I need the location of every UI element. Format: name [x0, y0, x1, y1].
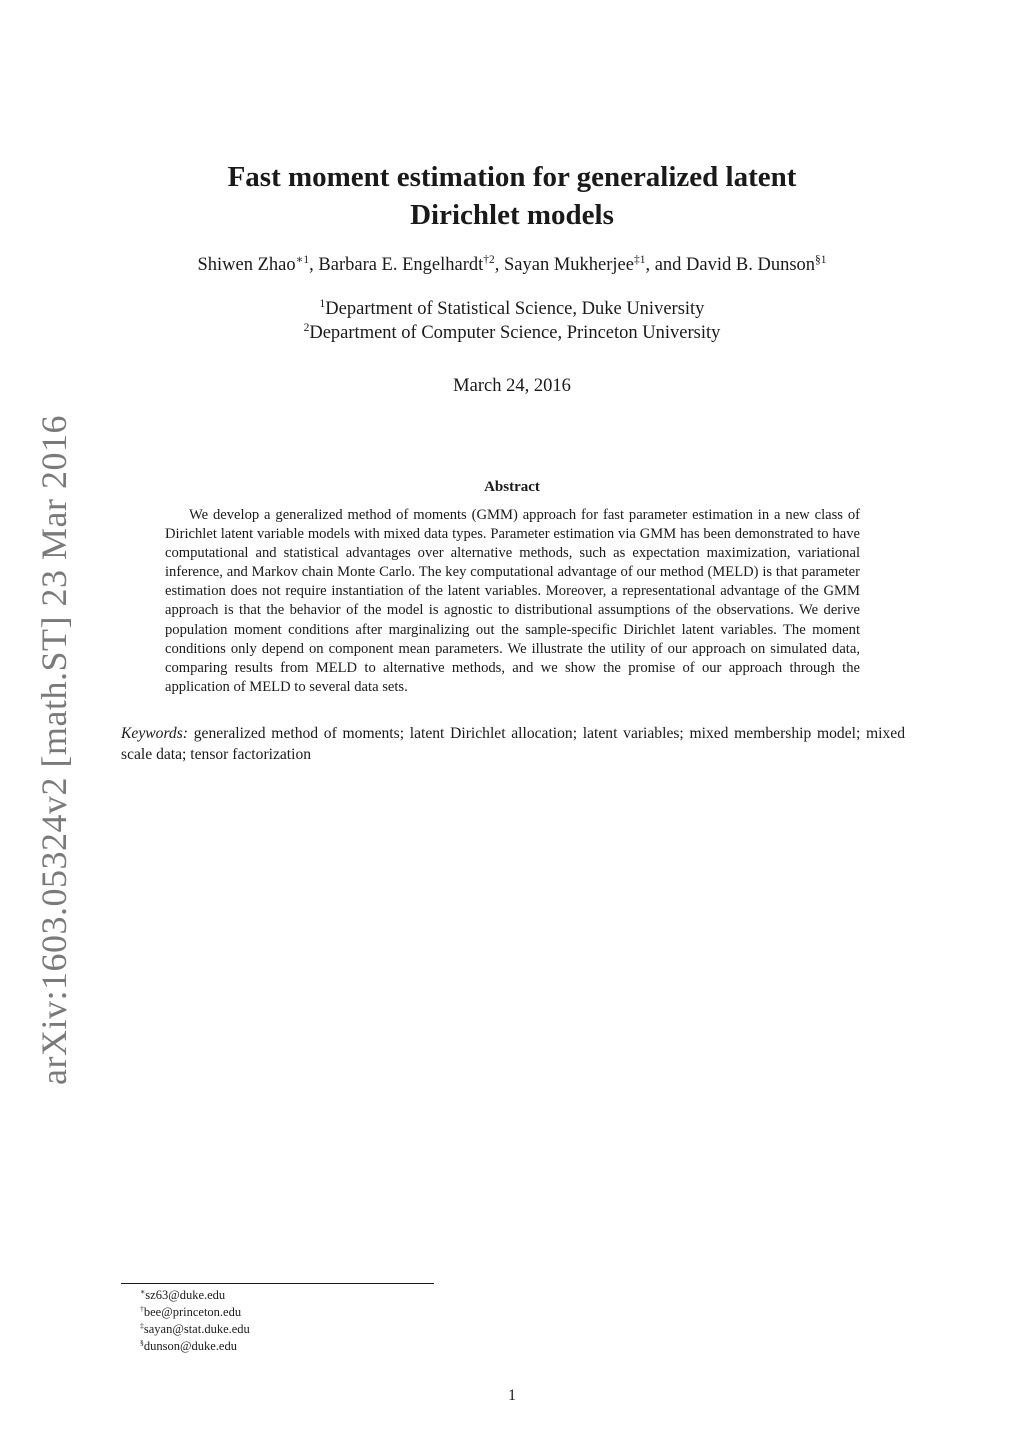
footnote-list: [140, 1287, 540, 1355]
keywords-text: generalized method of moments; latent Dirichlet allocation; latent variables; mixed membership model; mixed scale data; tensor factorization: [121, 725, 905, 763]
footnote-item: [140, 1338, 540, 1355]
footnote-divider: [121, 1283, 434, 1284]
footnote-item: [140, 1287, 540, 1304]
paper-title-line-2: Dirichlet models: [410, 199, 614, 231]
affiliation-text: Department of Statistical Science, Duke University: [325, 299, 705, 319]
author-name: David B. Dunson: [686, 255, 816, 275]
affiliation-mark: 2: [303, 321, 310, 334]
keywords-label: Keywords:: [121, 725, 188, 742]
paper-title-line-1: Fast moment estimation for generalized latent: [227, 161, 797, 193]
affiliation-mark: 1: [319, 297, 326, 310]
footnote-email-link[interactable]: bee@princeton.edu: [143, 1305, 242, 1319]
footnote-mark: §: [140, 1337, 144, 1347]
arxiv-identifier-text: arXiv:1603.05324v2 [math.ST] 23 Mar 2016: [34, 415, 75, 1085]
author-name: Sayan Mukherjee: [504, 255, 634, 275]
footnote-email-link[interactable]: sayan@stat.duke.edu: [143, 1322, 250, 1336]
footnote-mark: ‡: [140, 1320, 144, 1330]
publication-date: March 24, 2016: [453, 376, 571, 396]
author-separator: , and: [645, 255, 687, 275]
footnote-email-link[interactable]: dunson@duke.edu: [143, 1339, 237, 1353]
author-mark: ∗1: [295, 253, 310, 266]
author-separator: ,: [494, 255, 504, 275]
abstract-heading: Abstract: [484, 479, 540, 495]
affiliation-item: [150, 297, 874, 321]
footnote-mark: †: [140, 1303, 144, 1313]
author-mark: §1: [815, 253, 827, 266]
affiliation-text: Department of Computer Science, Princeton University: [309, 323, 721, 343]
author-name: Barbara E. Engelhardt: [318, 255, 484, 275]
footnote-mark: ∗: [140, 1286, 146, 1296]
footnote-email-link[interactable]: sz63@duke.edu: [145, 1288, 226, 1302]
keywords-paragraph: [121, 723, 905, 765]
footnote-item: [140, 1321, 540, 1338]
page-number: 1: [508, 1387, 516, 1404]
author-separator: ,: [309, 255, 319, 275]
affiliation-item: [150, 321, 874, 345]
author-mark: †2: [483, 253, 495, 266]
footnote-item: [140, 1304, 540, 1321]
author-name: Shiwen Zhao: [197, 255, 296, 275]
abstract-body: We develop a generalized method of moments (GMM) approach for fast parameter estimation in a new class of Dirichlet latent variable models with mixed data types. Parameter estimation via GMM has been demonstrated to have computational and statistical advantages over alternative methods, such as expectation maximization, variational inference, and Markov chain Monte Carlo. The key computational advantage of our method (MELD) is that parameter estimation does not require instantiation of the latent variables. Moreover, a representational advantage of the GMM approach is that the behavior of the model is agnostic to distributional assumptions of the observations. We derive population moment conditions after marginalizing out the sample-specific Dirichlet latent variables. The moment conditions only depend on component mean parameters. We illustrate the utility of our approach on simulated data, comparing results from MELD to alternative methods, and we show the promise of our approach through the application of MELD to several data sets.: [165, 507, 860, 695]
affiliation-list: [150, 297, 874, 345]
arxiv-identifier-stamp: [30, 415, 78, 1085]
paper-title: [130, 158, 894, 234]
author-list: [100, 255, 924, 276]
author-mark: ‡1: [633, 253, 646, 266]
